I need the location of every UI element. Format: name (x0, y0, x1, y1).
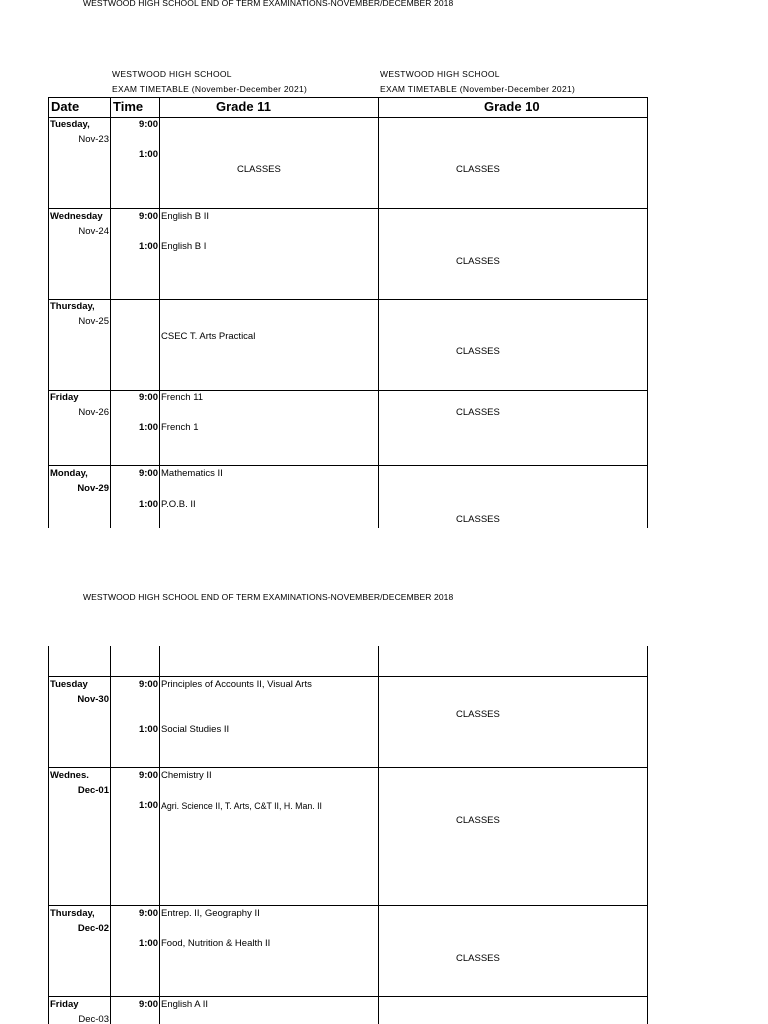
grade11-exam-pm: French 1 (161, 422, 199, 433)
grade11-classes: CLASSES (237, 164, 281, 175)
row-date: Dec-03 (78, 1014, 109, 1024)
grade11-exam-pm: Social Studies II (161, 724, 230, 735)
grade10-classes: CLASSES (456, 709, 500, 720)
row-day: Friday (50, 392, 79, 403)
row-day: Wednesday (50, 211, 103, 222)
row-date: Dec-02 (77, 923, 109, 934)
row-day: Tuesday, (50, 119, 90, 130)
row-time-pm: 1:00 (138, 422, 158, 433)
row-time-pm: 1:00 (138, 938, 158, 949)
page-title: WESTWOOD HIGH SCHOOL END OF TERM EXAMINATIONS-NOVEMBER/DECEMBER 2018 (83, 0, 454, 8)
row-date: Nov-29 (77, 483, 109, 494)
timetable-caption-grade10: EXAM TIMETABLE (November-December 2021) (380, 84, 576, 94)
grade10-classes: CLASSES (456, 514, 500, 525)
grade11-exam-am: French 11 (161, 392, 204, 403)
row-time-pm: 1:00 (138, 149, 158, 160)
grade11-exam-pm: Agri. Science II, T. Arts, C&T II, H. Man. II (161, 801, 323, 811)
grade11-exam-am: Chemistry II (161, 770, 212, 781)
timetable-caption-grade11: EXAM TIMETABLE (November-December 2021) (112, 84, 308, 94)
row-day: Tuesday (50, 679, 88, 690)
grade11-exam-am: English B II (161, 211, 210, 222)
header-time: Time (113, 99, 144, 114)
row-date: Nov-23 (78, 134, 109, 145)
page-title-2: WESTWOOD HIGH SCHOOL END OF TERM EXAMINATIONS-NOVEMBER/DECEMBER 2018 (83, 592, 454, 602)
row-time-pm: 1:00 (138, 241, 158, 252)
row-time-am: 9:00 (138, 392, 158, 403)
header-grade10: Grade 10 (484, 99, 540, 114)
row-time-am: 9:00 (138, 908, 158, 919)
grade11-exam-am: Entrep. II, Geography II (161, 908, 260, 919)
timetable-page-2 (0, 646, 768, 1024)
row-time-am: 9:00 (138, 468, 158, 479)
header-date: Date (51, 99, 80, 114)
row-time-am: 9:00 (138, 211, 158, 222)
grade11-exam-pm: P.O.B. II (161, 499, 196, 510)
row-day: Friday (50, 999, 79, 1010)
grade10-classes: CLASSES (456, 164, 500, 175)
row-date: Nov-24 (78, 226, 109, 237)
row-date: Nov-25 (78, 316, 109, 327)
grade11-exam-pm: English B I (161, 241, 207, 252)
row-date: Nov-30 (77, 694, 109, 705)
school-name-grade11: WESTWOOD HIGH SCHOOL (112, 69, 232, 79)
row-time-pm: 1:00 (138, 724, 158, 735)
row-time-pm: 1:00 (138, 800, 158, 811)
grade11-exam-am: Mathematics II (161, 468, 223, 479)
grade10-classes: CLASSES (456, 953, 500, 964)
row-day: Wednes. (50, 770, 89, 781)
row-time-am: 9:00 (138, 119, 158, 130)
row-day: Monday, (50, 468, 88, 479)
row-date: Nov-26 (78, 407, 109, 418)
row-time-am: 9:00 (138, 999, 158, 1010)
grade10-classes: CLASSES (456, 407, 500, 418)
row-date: Dec-01 (77, 785, 109, 796)
header-grade11: Grade 11 (216, 99, 271, 114)
grade11-exam-am: English A II (161, 999, 209, 1010)
row-day: Thursday, (50, 908, 95, 919)
grade11-exam-pm: Food, Nutrition & Health II (161, 938, 271, 949)
grade11-exam: CSEC T. Arts Practical (161, 331, 256, 342)
row-time-am: 9:00 (138, 770, 158, 781)
row-time-am: 9:00 (138, 679, 158, 690)
grade10-classes: CLASSES (456, 256, 500, 267)
grade10-classes: CLASSES (456, 346, 500, 357)
row-time-pm: 1:00 (138, 499, 158, 510)
row-day: Thursday, (50, 301, 95, 312)
school-name-grade10: WESTWOOD HIGH SCHOOL (380, 69, 500, 79)
grade11-exam-am: Principles of Accounts II, Visual Arts (161, 679, 312, 690)
grade10-classes: CLASSES (456, 815, 500, 826)
